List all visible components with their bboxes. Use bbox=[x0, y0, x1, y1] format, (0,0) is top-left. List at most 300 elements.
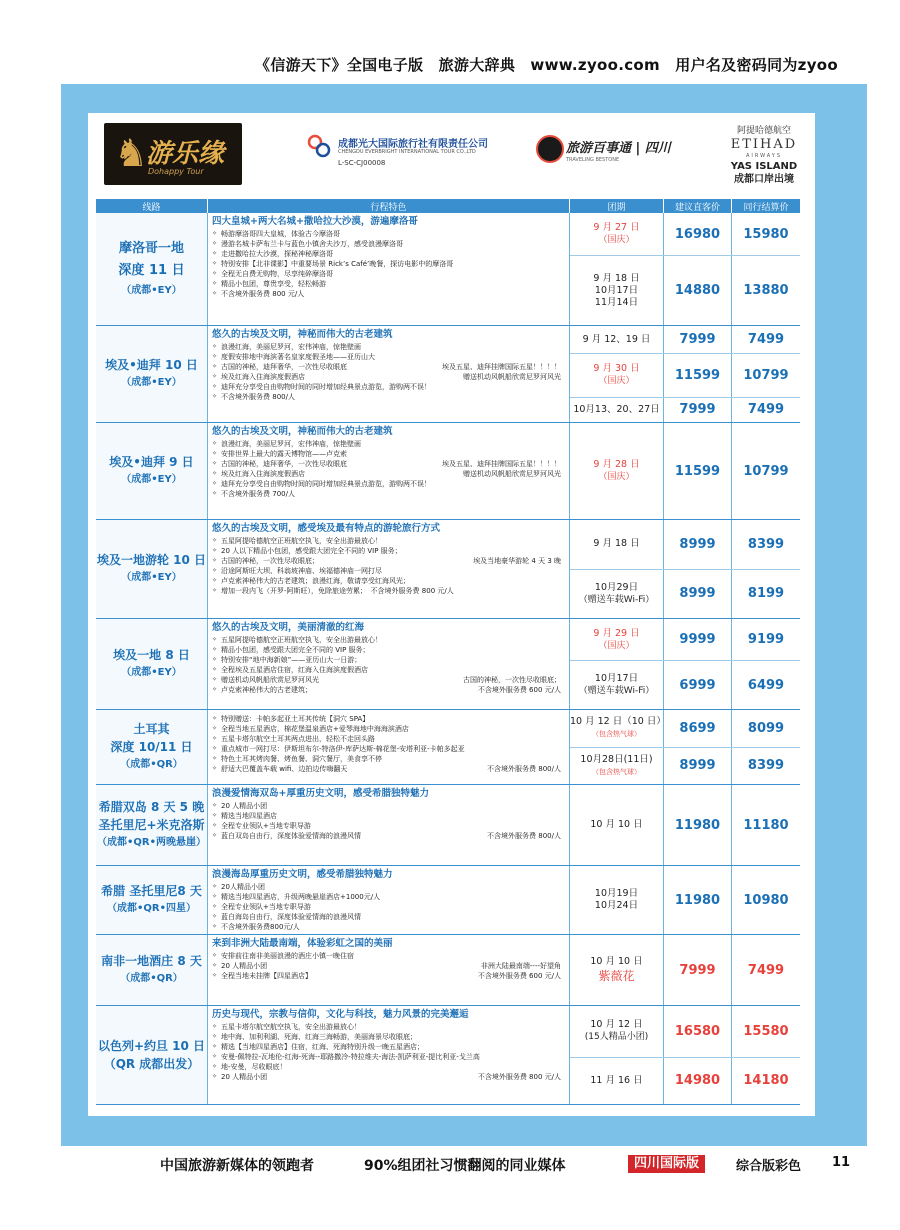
feature-text-right: 赠送机动风帆船欣赏尼罗河风光 bbox=[463, 373, 561, 381]
departure-date: 10月17日 bbox=[594, 284, 639, 296]
route-departure: （成都•EY） bbox=[121, 474, 182, 485]
retail-price: 11599 bbox=[674, 367, 721, 383]
departure-date: 9 月 29 日 bbox=[593, 627, 640, 639]
features-title: 悠久的古埃及文明，感受埃及最有特点的游轮旅行方式 bbox=[212, 523, 441, 534]
route-departure: （成都•EY） bbox=[121, 572, 182, 583]
logo-strip bbox=[88, 113, 815, 199]
departures-group bbox=[570, 866, 800, 934]
departure-date: 11 月 16 日 bbox=[590, 1074, 643, 1086]
features-title: 悠久的古埃及文明，美丽清澈的红海 bbox=[212, 622, 365, 633]
feature-item bbox=[212, 764, 565, 774]
feature-item bbox=[212, 675, 565, 685]
feature-item bbox=[212, 289, 565, 299]
retail-price-cell bbox=[664, 256, 732, 325]
tour-table bbox=[96, 199, 800, 1105]
baishitong-cn: 旅游百事通 | 四川 bbox=[566, 141, 671, 156]
trade-price-cell bbox=[732, 1058, 800, 1104]
trade-price-cell bbox=[732, 785, 800, 865]
trade-price: 9199 bbox=[747, 632, 785, 648]
route-name: 埃及一地 8 日 bbox=[113, 648, 190, 662]
feature-item bbox=[212, 586, 565, 596]
departure-row bbox=[570, 748, 800, 784]
header-dates: 团期 bbox=[570, 199, 664, 213]
feature-text-right: 不含境外服务费 800/人 bbox=[487, 765, 561, 773]
date-note: （赠送车载Wi-Fi） bbox=[578, 594, 655, 605]
retail-price: 11980 bbox=[674, 892, 721, 908]
feature-item bbox=[212, 754, 565, 764]
feature-text: ✧ 安排世界上最大的露天博物馆——卢克索 bbox=[221, 450, 348, 458]
feature-text-right: 埃及五星、迪拜挂牌国际五星！！！！ bbox=[442, 363, 561, 371]
features-cell bbox=[208, 866, 570, 934]
retail-price-cell bbox=[664, 520, 732, 569]
retail-price: 14880 bbox=[674, 283, 721, 299]
feature-text: ✧ 蓝白双岛自由行，深度体验爱情海的浪漫风情 bbox=[221, 832, 362, 840]
retail-price-cell bbox=[664, 935, 732, 1005]
feature-item bbox=[212, 459, 565, 469]
departure-date: 10月24日 bbox=[594, 900, 639, 911]
route-cell bbox=[96, 213, 208, 325]
feature-text: ✧ 不含境外服务费800元/人 bbox=[221, 923, 300, 931]
trade-price-cell bbox=[732, 398, 800, 422]
departure-row bbox=[570, 398, 800, 422]
feature-item bbox=[212, 566, 565, 576]
route-name: 南非一地酒庄 8 天 bbox=[101, 954, 202, 968]
departure-row bbox=[570, 1058, 800, 1104]
route-departure: （成都•EY） bbox=[121, 377, 182, 388]
trade-price: 7499 bbox=[747, 332, 785, 348]
table-row bbox=[96, 619, 800, 710]
retail-price: 8699 bbox=[679, 720, 716, 736]
trade-price: 6499 bbox=[747, 677, 785, 693]
feature-text: ✧ 走进撒哈拉大沙漠，探秘神秘摩洛哥 bbox=[221, 250, 334, 258]
route-name: 希腊 圣托里尼8 天 bbox=[101, 884, 202, 898]
feature-item bbox=[212, 382, 565, 392]
etihad-cn: 阿提哈德航空 bbox=[736, 126, 791, 136]
feature-item bbox=[212, 912, 565, 922]
features-cell bbox=[208, 710, 570, 784]
feature-item bbox=[212, 1072, 565, 1082]
trade-price-cell bbox=[732, 326, 800, 353]
feature-text: ✧ 20 人精品小团 bbox=[221, 962, 268, 970]
feature-text: ✧ 精选【当地四星酒店】住宿，红海、死海特别升级一晚五星酒店； bbox=[221, 1043, 425, 1051]
trade-price: 8399 bbox=[747, 758, 785, 774]
trade-price-cell bbox=[732, 423, 800, 519]
retail-price: 6999 bbox=[679, 677, 716, 693]
feature-text: ✧ 卢克索神秘伟大的古老建筑； bbox=[221, 686, 313, 694]
feature-item bbox=[212, 1022, 565, 1032]
feature-text: ✧ 地中海、加利利湖、死海、红海三海畅游，美丽海景尽收眼底； bbox=[221, 1033, 418, 1041]
table-row bbox=[96, 1006, 800, 1105]
retail-price: 11599 bbox=[674, 463, 721, 479]
feature-item bbox=[212, 922, 565, 932]
feature-text: ✧ 古国的神秘，一次性尽收眼底； bbox=[221, 557, 320, 565]
trade-price-cell bbox=[732, 354, 800, 397]
feature-item bbox=[212, 1052, 565, 1062]
feature-text: ✧ 精选当地四星酒店 bbox=[221, 812, 278, 820]
feature-item bbox=[212, 352, 565, 362]
feature-text: ✧ 迪拜充分享受自由购物时间的同时增加经典景点游览，游购两不误！ bbox=[221, 383, 432, 391]
retail-price: 7999 bbox=[679, 402, 716, 418]
feature-item bbox=[212, 1042, 565, 1052]
feature-text: ✧ 特色土耳其烤肉餐、烤鱼餐、洞穴餐厅，美食享不停 bbox=[221, 755, 383, 763]
features-cell bbox=[208, 785, 570, 865]
retail-price: 8999 bbox=[679, 586, 716, 602]
features-title: 悠久的古埃及文明，神秘而伟大的古老建筑 bbox=[212, 329, 393, 340]
feature-text: ✧ 全程埃及五星酒店住宿，红海入住海滨度假酒店 bbox=[221, 666, 369, 674]
baishitong-logo bbox=[536, 135, 676, 175]
trade-price: 15580 bbox=[743, 1023, 789, 1039]
route-name: 希腊双岛 8 天 5 晚 bbox=[98, 800, 205, 814]
departure-date: 11月14日 bbox=[594, 296, 639, 308]
retail-price-cell bbox=[664, 661, 732, 709]
feature-text: ✧ 特别赠送：卡帕多起亚土耳其传统【洞穴 SPA】 bbox=[221, 715, 370, 723]
departures-group bbox=[570, 1006, 800, 1104]
feature-item bbox=[212, 882, 565, 892]
trade-price-cell bbox=[732, 256, 800, 325]
etihad-logo bbox=[716, 125, 812, 193]
chengdu-exit: 成都口岸出境 bbox=[734, 174, 794, 185]
trade-price: 13880 bbox=[743, 283, 789, 299]
departure-date: 9 月 30 日 bbox=[593, 363, 640, 375]
departure-date: 9 月 18 日 bbox=[593, 272, 640, 284]
route-name: 埃及•迪拜 9 日 bbox=[109, 455, 194, 469]
feature-item bbox=[212, 479, 565, 489]
feature-item bbox=[212, 665, 565, 675]
date-note: （国庆） bbox=[598, 640, 635, 651]
features-cell bbox=[208, 423, 570, 519]
feature-text: ✧ 精品小包团，感受跟大团完全不同的 VIP 服务； bbox=[221, 646, 370, 654]
features-title: 悠久的古埃及文明，神秘而伟大的古老建筑 bbox=[212, 426, 393, 437]
retail-price-cell bbox=[664, 748, 732, 784]
trade-price: 14180 bbox=[743, 1073, 789, 1089]
features-title: 来到非洲大陆最南端，体验彩虹之国的美丽 bbox=[212, 938, 393, 949]
feature-text: ✧ 特别安排“地中海新娘”——亚历山大一日游； bbox=[221, 656, 362, 664]
table-row bbox=[96, 866, 800, 935]
date-note: (15人精品小团) bbox=[584, 1032, 649, 1043]
route-name: （QR 成都出发） bbox=[103, 1057, 200, 1071]
route-departure: （成都•QR） bbox=[120, 973, 183, 984]
route-cell bbox=[96, 423, 208, 519]
horse-icon: ♞ bbox=[114, 131, 149, 175]
trade-price-cell bbox=[732, 1006, 800, 1057]
footer-slogan-1: 中国旅游新媒体的领跑者 bbox=[160, 1158, 314, 1174]
date-cell bbox=[570, 935, 664, 1005]
date-note: （国庆） bbox=[598, 235, 635, 246]
route-name: 深度 11 日 bbox=[118, 263, 185, 278]
route-departure: （成都•EY） bbox=[121, 285, 182, 296]
feature-text: ✧ 20人精品小团 bbox=[221, 883, 265, 891]
feature-text: ✧ 埃及红海入住海滨度假酒店 bbox=[221, 373, 306, 381]
route-name: 摩洛哥一地 bbox=[118, 241, 184, 256]
feature-item bbox=[212, 714, 565, 724]
trade-price-cell bbox=[732, 213, 800, 255]
feature-item bbox=[212, 951, 565, 961]
feature-item bbox=[212, 269, 565, 279]
features-cell bbox=[208, 619, 570, 709]
feature-item bbox=[212, 489, 565, 499]
feature-item bbox=[212, 811, 565, 821]
youlyuan-sub: Dohappy Tour bbox=[148, 167, 204, 176]
route-departure: （成都•QR•两晚悬崖） bbox=[97, 837, 206, 848]
route-cell bbox=[96, 520, 208, 618]
trade-price-cell bbox=[732, 619, 800, 660]
feature-item bbox=[212, 801, 565, 811]
date-cell bbox=[570, 398, 664, 422]
chengdu-everbright-logo bbox=[306, 133, 506, 179]
feature-text: ✧ 蓝白海岛自由行，深度体验爱情海的浪漫风情 bbox=[221, 913, 362, 921]
feature-text: ✧ 五星卡塔尔航空土耳其两点进出，轻松不走回头路 bbox=[221, 735, 376, 743]
route-departure: （成都•QR•四星） bbox=[107, 903, 196, 914]
feature-text-right: 埃及当地豪华游轮 4 天 3 晚 bbox=[473, 557, 561, 565]
trade-price-cell bbox=[732, 935, 800, 1005]
feature-item bbox=[212, 372, 565, 382]
feature-item bbox=[212, 249, 565, 259]
trade-price: 10980 bbox=[743, 892, 789, 908]
feature-text: ✧ 20 人精品小团 bbox=[221, 802, 268, 810]
feature-text: ✧ 重点城市一网打尽：伊斯坦布尔-特洛伊-库萨达斯-棉花堡-安塔利亚-卡帕多起亚 bbox=[221, 745, 465, 753]
departure-date: 10 月 10 日 bbox=[590, 956, 643, 967]
retail-price-cell bbox=[664, 326, 732, 353]
feature-item bbox=[212, 744, 565, 754]
feature-text: ✧ 增加一段内飞（开罗-阿斯旺），免除旅途劳累； 不含境外服务费 800 元/人 bbox=[221, 587, 454, 595]
chengdu-en: CHENGDU EVERBRIGHT INTERNATIONAL TOUR CO.,LTD bbox=[338, 149, 476, 155]
departure-row bbox=[570, 935, 800, 1005]
feature-text: ✧ 全程当地五星酒店，棉花堡温泉酒店+爱琴海地中海海滨酒店 bbox=[221, 725, 409, 733]
date-note: （包含热气球） bbox=[592, 767, 641, 776]
departure-date: 10月28日(11日) bbox=[580, 753, 653, 765]
feature-item bbox=[212, 1032, 565, 1042]
trade-price: 8199 bbox=[747, 586, 785, 602]
departure-row bbox=[570, 423, 800, 519]
departure-row bbox=[570, 570, 800, 618]
mascot-icon bbox=[536, 135, 564, 163]
trade-price-cell bbox=[732, 661, 800, 709]
feature-item bbox=[212, 685, 565, 695]
retail-price: 7999 bbox=[679, 332, 716, 348]
departure-row bbox=[570, 213, 800, 256]
table-header bbox=[96, 199, 800, 213]
retail-price: 8999 bbox=[679, 536, 716, 552]
table-row bbox=[96, 520, 800, 619]
feature-text: ✧ 特别安排【北非谍影】中重要场景 Rick’s Café’晚餐，探访电影中的摩洛哥 bbox=[221, 260, 454, 268]
retail-price-cell bbox=[664, 213, 732, 255]
feature-item bbox=[212, 546, 565, 556]
retail-price-cell bbox=[664, 866, 732, 934]
departures-group bbox=[570, 520, 800, 618]
feature-item bbox=[212, 961, 565, 971]
header-bar bbox=[0, 54, 900, 75]
retail-price: 9999 bbox=[679, 632, 716, 648]
route-name: 埃及一地游轮 10 日 bbox=[96, 553, 207, 567]
trade-price-cell bbox=[732, 520, 800, 569]
feature-text: ✧ 精选当地四星酒店，升级两晚悬崖酒店+1000元/人 bbox=[221, 893, 381, 901]
departure-date: 10月13、20、27日 bbox=[573, 403, 660, 415]
date-cell bbox=[570, 1058, 664, 1104]
feature-item bbox=[212, 831, 565, 841]
route-cell bbox=[96, 935, 208, 1005]
header-text: 《信游天下》全国电子版 旅游大辞典 www.zyoo.com 用户名及密码同为zyoo bbox=[255, 56, 838, 74]
departure-row bbox=[570, 619, 800, 661]
departures-group bbox=[570, 423, 800, 519]
feature-item bbox=[212, 469, 565, 479]
departure-row bbox=[570, 1006, 800, 1058]
trade-price: 10799 bbox=[743, 463, 789, 479]
feature-text: ✧ 古国的神秘，迪拜奢华，一次性尽收眼底 bbox=[221, 460, 348, 468]
retail-price: 7999 bbox=[679, 962, 716, 978]
date-cell bbox=[570, 619, 664, 660]
feature-item bbox=[212, 821, 565, 831]
departure-date: 10月29日 bbox=[594, 581, 639, 593]
departure-row bbox=[570, 354, 800, 398]
feature-text: ✧ 埃及红海入住海滨度假酒店 bbox=[221, 470, 306, 478]
trade-price: 8099 bbox=[747, 720, 785, 736]
departures-group bbox=[570, 710, 800, 784]
retail-price-cell bbox=[664, 1006, 732, 1057]
header-route: 线路 bbox=[96, 199, 208, 213]
departure-row bbox=[570, 785, 800, 865]
date-cell bbox=[570, 570, 664, 618]
table-row bbox=[96, 785, 800, 866]
feature-text: ✧ 五星阿提哈德航空正班航空执飞，安全出游最放心！ bbox=[221, 537, 383, 545]
date-note: （国庆） bbox=[598, 376, 635, 387]
departure-date: 10 月 12 日 bbox=[590, 1019, 643, 1031]
feature-text: ✧ 畅游摩洛哥四大皇城，体验古今摩洛哥 bbox=[221, 230, 341, 238]
departure-date: 10月19日 bbox=[594, 888, 639, 899]
retail-price-cell bbox=[664, 354, 732, 397]
retail-price: 11980 bbox=[674, 817, 721, 833]
date-cell bbox=[570, 710, 664, 747]
departures-group bbox=[570, 785, 800, 865]
table-row bbox=[96, 326, 800, 423]
feature-item bbox=[212, 635, 565, 645]
departure-row bbox=[570, 661, 800, 709]
feature-text-right: 非洲大陆最南端----好望角 bbox=[480, 962, 561, 970]
feature-text: ✧ 不含境外服务费 800 元/人 bbox=[221, 290, 305, 298]
feature-text-right: 不含境外服务费 800 元/人 bbox=[477, 1073, 561, 1081]
retail-price: 8999 bbox=[679, 758, 716, 774]
features-title: 浪漫爱情海双岛+厚重历史文明，感受希腊独特魅力 bbox=[212, 788, 429, 799]
feature-item bbox=[212, 279, 565, 289]
departure-date: 9 月 18 日 bbox=[593, 538, 640, 550]
retail-price: 14980 bbox=[674, 1073, 721, 1089]
trade-price-cell bbox=[732, 710, 800, 747]
retail-price-cell bbox=[664, 1058, 732, 1104]
retail-price-cell bbox=[664, 570, 732, 618]
route-cell bbox=[96, 710, 208, 784]
trade-price: 10799 bbox=[743, 367, 789, 383]
departures-group bbox=[570, 213, 800, 325]
header-trade-price: 同行结算价 bbox=[743, 202, 789, 213]
feature-text: ✧ 度假安排地中海滨著名皇家度假圣地——亚历山大 bbox=[221, 353, 376, 361]
feature-text-right: 古国的神秘，一次性尽收眼底； bbox=[463, 676, 561, 684]
feature-item bbox=[212, 724, 565, 734]
features-cell bbox=[208, 520, 570, 618]
table-row bbox=[96, 213, 800, 326]
table-row bbox=[96, 423, 800, 520]
date-cell bbox=[570, 213, 664, 255]
route-departure: （成都•QR） bbox=[120, 759, 183, 770]
departure-date: 10月17日 bbox=[594, 673, 639, 685]
retail-price-cell bbox=[664, 398, 732, 422]
features-cell bbox=[208, 1006, 570, 1104]
feature-text: ✧ 不含境外服务费 800/人 bbox=[221, 393, 295, 401]
page-number: 11 bbox=[832, 1155, 851, 1170]
feature-text: ✧ 赠送机动风帆船欣赏尼罗河风光 bbox=[221, 676, 320, 684]
etihad-airways: AIRWAYS bbox=[745, 153, 783, 159]
date-cell bbox=[570, 1006, 664, 1057]
date-note: （包含热气球） bbox=[592, 730, 641, 739]
retail-price-cell bbox=[664, 710, 732, 747]
feature-text-right: 埃及五星、迪拜挂牌国际五星！！！！ bbox=[442, 460, 561, 468]
footer-slogan-2: 90%组团社习惯翻阅的同业媒体 bbox=[364, 1158, 566, 1174]
feature-text-right: 不含境外服务费 600 元/人 bbox=[477, 972, 561, 980]
trade-price-cell bbox=[732, 570, 800, 618]
retail-price-cell bbox=[664, 619, 732, 660]
feature-text: ✧ 漫游名城卡萨布兰卡与蓝色小镇舍夫沙万，感受浪漫摩洛哥 bbox=[221, 240, 404, 248]
feature-item bbox=[212, 1062, 565, 1072]
feature-text: ✧ 沿途阿斯旺大坝、科翁坡神庙、埃福德神庙一网打尽 bbox=[221, 567, 383, 575]
departure-date: 10 月 10 日 bbox=[590, 819, 643, 830]
retail-price: 16980 bbox=[674, 226, 721, 242]
departure-row bbox=[570, 520, 800, 570]
route-cell bbox=[96, 326, 208, 422]
feature-item bbox=[212, 449, 565, 459]
tour-sheet bbox=[88, 113, 815, 1116]
trade-price: 7499 bbox=[747, 402, 785, 418]
departure-row bbox=[570, 710, 800, 748]
feature-item bbox=[212, 239, 565, 249]
baishitong-en: TRAVELING BESTONE bbox=[566, 157, 620, 163]
feature-item bbox=[212, 556, 565, 566]
feature-text: ✧ 地-安曼，尽收眼底！ bbox=[221, 1063, 287, 1071]
swirl-icon bbox=[306, 133, 332, 159]
route-name: 深度 10/11 日 bbox=[110, 740, 193, 754]
edition-color: 综合版彩色 bbox=[736, 1159, 802, 1174]
route-cell bbox=[96, 866, 208, 934]
date-cell bbox=[570, 520, 664, 569]
date-note: （赠送车载Wi-Fi） bbox=[578, 686, 655, 697]
date-cell bbox=[570, 423, 664, 519]
feature-text: ✧ 浪漫红海，美丽尼罗河，宏伟神庙，惊艳壁画 bbox=[221, 343, 362, 351]
retail-price-cell bbox=[664, 785, 732, 865]
route-cell bbox=[96, 785, 208, 865]
feature-text: ✧ 全程专业领队+当地专职导游 bbox=[221, 822, 311, 830]
route-name: 圣托里尼+米克洛斯 bbox=[98, 818, 205, 832]
feature-item bbox=[212, 439, 565, 449]
route-name: 埃及•迪拜 10 日 bbox=[105, 358, 198, 372]
trade-price: 8399 bbox=[747, 536, 785, 552]
route-name: 以色列+约旦 10 日 bbox=[97, 1039, 206, 1053]
table-body bbox=[96, 213, 800, 1105]
feature-item bbox=[212, 576, 565, 586]
feature-text: ✧ 全程当地未挂牌【四星酒店】 bbox=[221, 972, 313, 980]
feature-item bbox=[212, 392, 565, 402]
feature-item bbox=[212, 892, 565, 902]
feature-item bbox=[212, 536, 565, 546]
table-row bbox=[96, 935, 800, 1006]
date-cell bbox=[570, 866, 664, 934]
feature-item bbox=[212, 342, 565, 352]
feature-text: ✧ 五星阿提哈德航空正班航空执飞，安全出游最放心！ bbox=[221, 636, 383, 644]
route-cell bbox=[96, 619, 208, 709]
feature-text: ✧ 五星卡塔尔航空航空执飞，安全出游最放心！ bbox=[221, 1023, 362, 1031]
departure-date: 9 月 12、19 日 bbox=[582, 333, 651, 345]
retail-price: 16580 bbox=[674, 1023, 721, 1039]
route-departure: （成都•EY） bbox=[121, 667, 182, 678]
feature-text: ✧ 不含境外服务费 700/人 bbox=[221, 490, 295, 498]
trade-price: 15980 bbox=[743, 226, 789, 242]
departure-row bbox=[570, 326, 800, 354]
